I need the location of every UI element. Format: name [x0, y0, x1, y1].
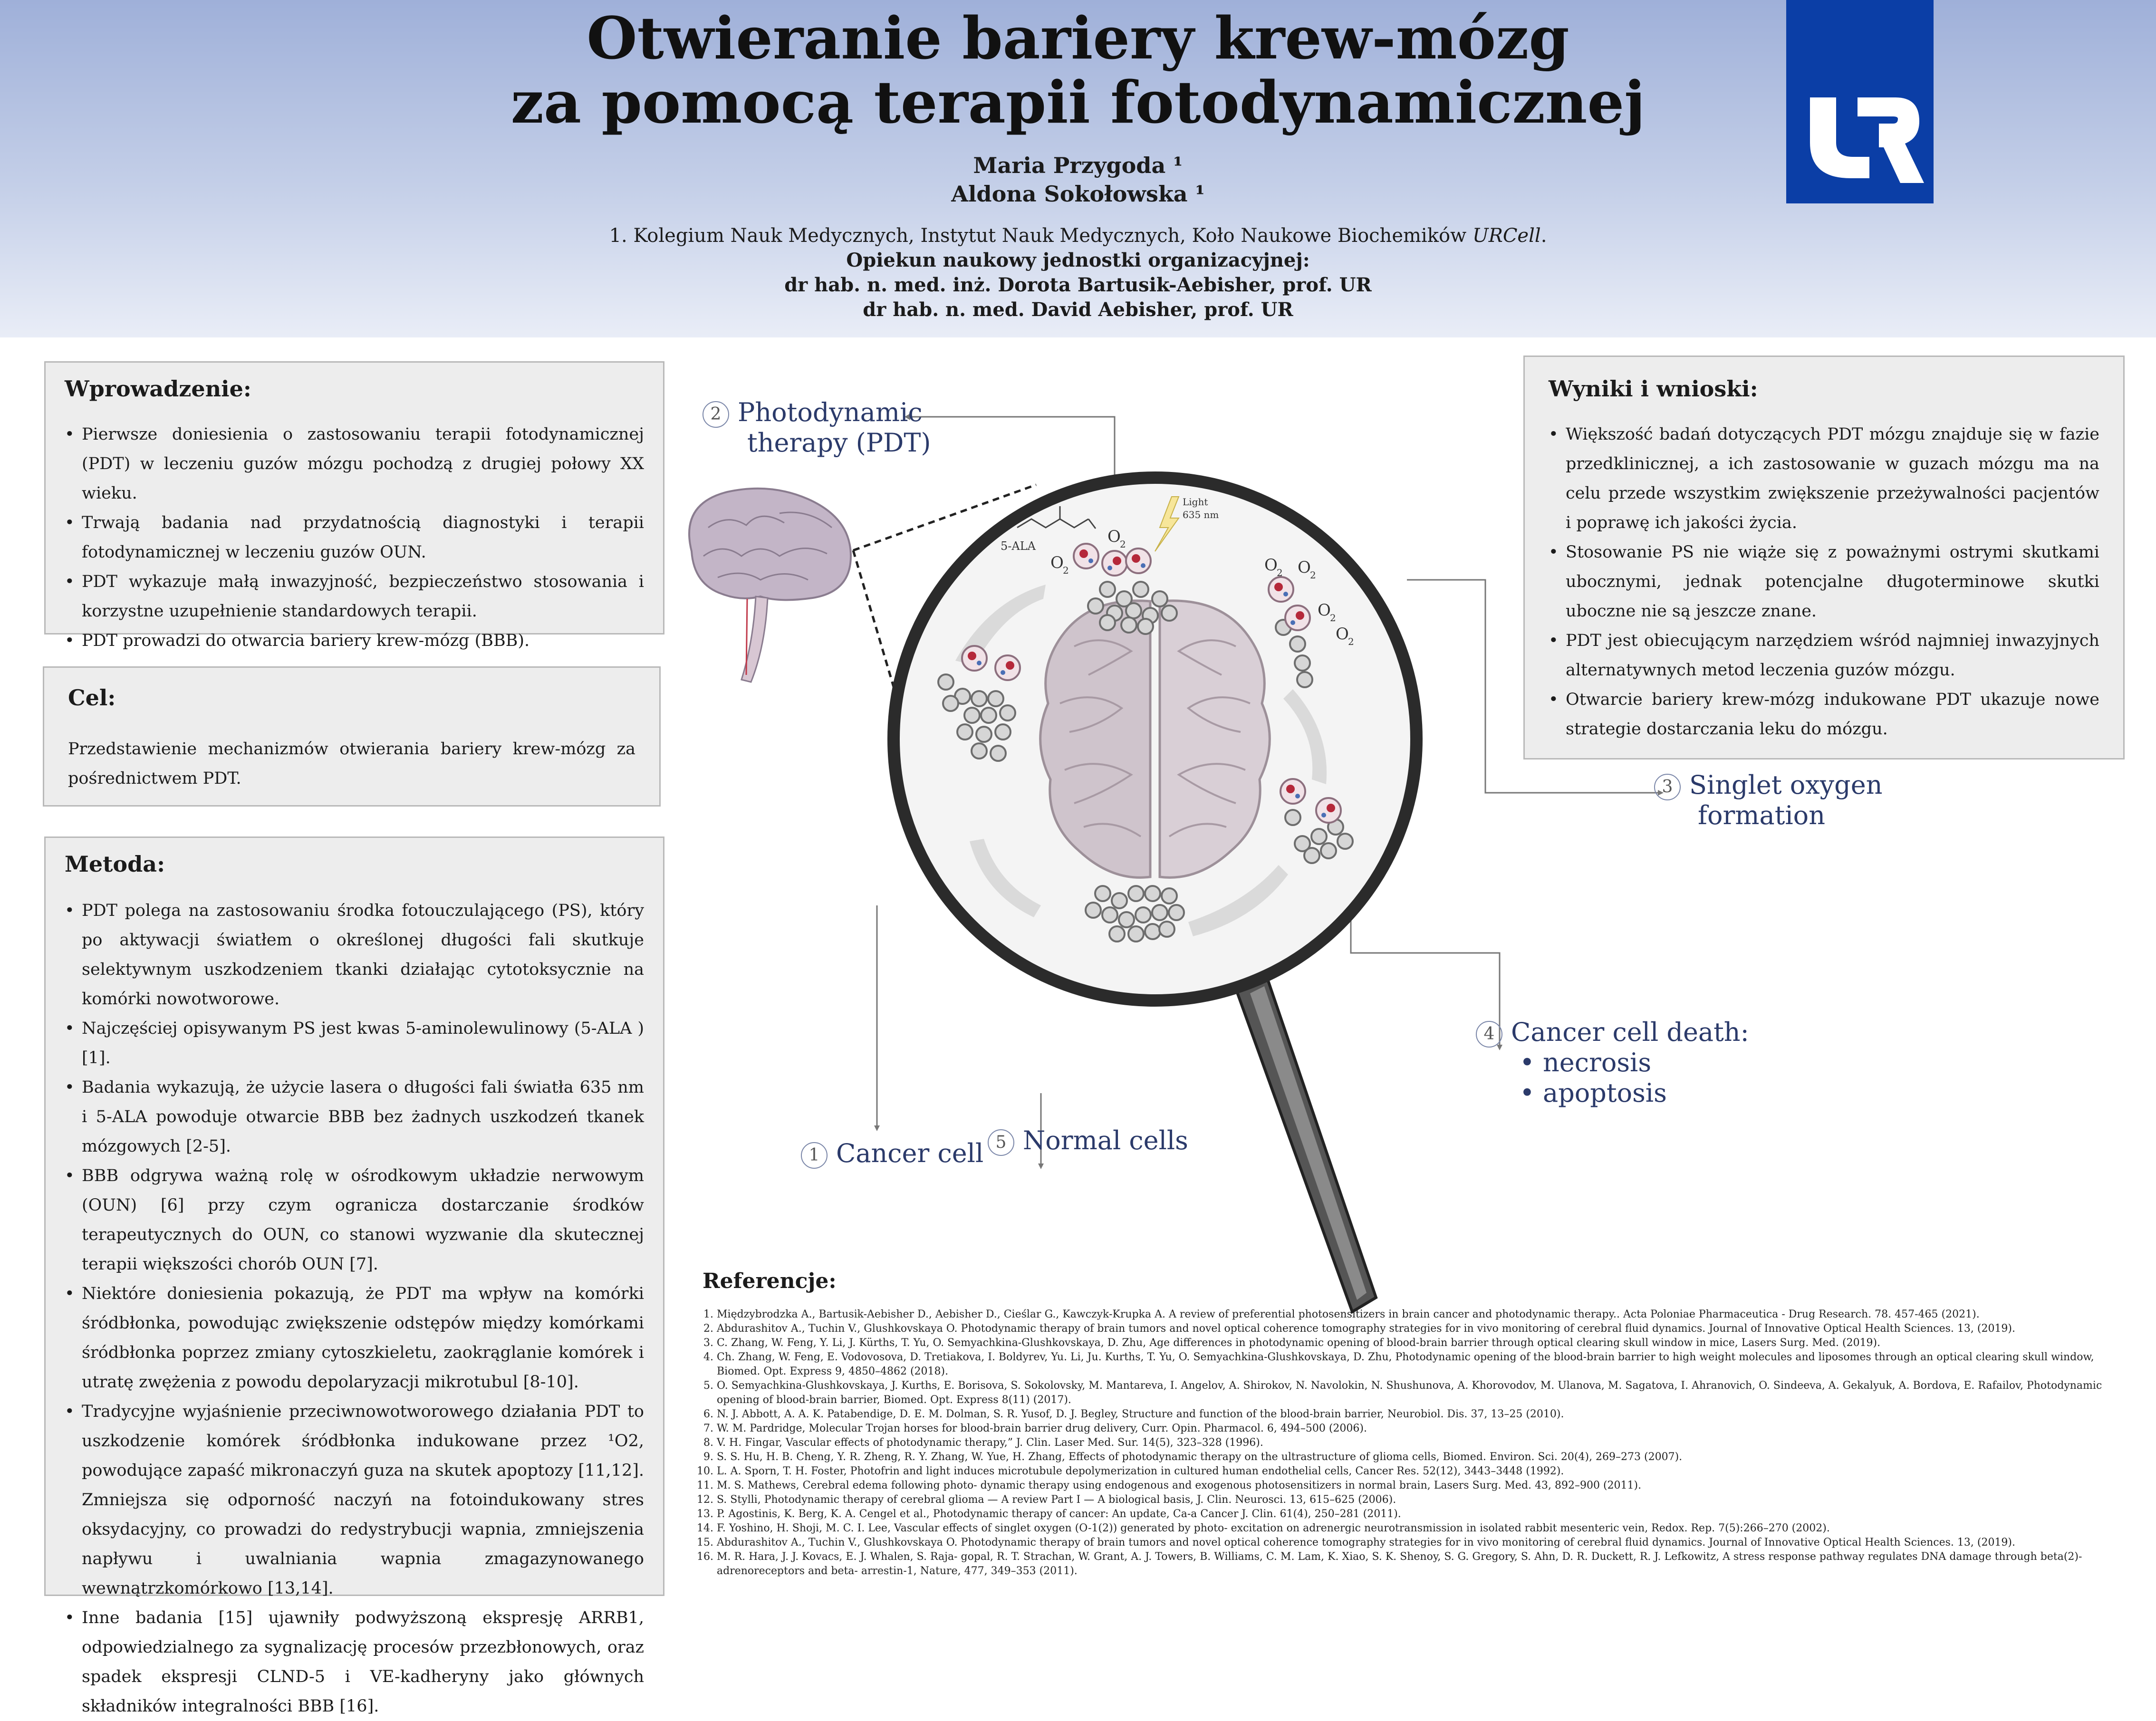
reference-item: 13. P. Agostinis, K. Berg, K. A. Cengel et al., Photodynamic therapy of cancer: An update, Ca-a Cancer J. Clin. 61(4), 250–281 (2011). [717, 1507, 2133, 1521]
references-list [703, 1308, 2133, 1578]
method-item: • Inne badania [15] ujawniły podwyższoną ekspresję ARRB1, odpowiedzialnego za sygnalizację procesów przezbłonowych, oraz spadek ekspresji CLND-5 i VE-kadheryny jako głównych składników integralności BBB [16]. [65, 1603, 644, 1721]
label-singlet-line2: formation [1698, 800, 1825, 830]
reference-item: 14. F. Yoshino, H. Shoji, M. C. I. Lee, Vascular effects of singlet oxygen (O-1(2)) generated by photo- excitation on adrenergic neurotransmission in isolated rabbit mesenteric vein, Redox. Rep. 7(5):266–270 (2002). [717, 1521, 2133, 1536]
ala-label: 5-ALA [1001, 539, 1036, 553]
oxygen-label: O [1298, 558, 1311, 577]
label-number: 2 [703, 401, 729, 428]
label-cancer-death: 4 Cancer cell death: • necrosis • apoptosis [1476, 1017, 1749, 1108]
supervisor-label: Opiekun naukowy jednostki organizacyjnej: [846, 249, 1310, 271]
light-wavelength: 635 nm [1183, 509, 1219, 520]
label-number: 1 [801, 1142, 828, 1169]
method-item: • BBB odgrywa ważną rolę w ośrodkowym układzie nerwowym (OUN) [6] przy czym ogranicza dostarczanie środków terapeutycznych do OUN, co stanowi wyzwanie dla skutecznej terapii większości chorób OUN [7]. [65, 1161, 644, 1279]
label-normal-cells-text: Normal cells [1023, 1125, 1188, 1155]
affiliation-text: 1. Kolegium Nauk Medycznych, Instytut Nauk Medycznych, Koło Naukowe Biochemików [609, 225, 1473, 247]
oxygen-sub: 2 [1277, 567, 1283, 578]
reference-item: 10. L. A. Sporn, T. H. Foster, Photofrin and light induces microtubule depolymerization in cultured human endothelial cells, Cancer Res. 52(12), 3443–3448 (1992). [717, 1464, 2133, 1479]
reference-item: 5. O. Semyachkina-Glushkovskaya, J. Kurths, E. Borisova, S. Sokolovsky, M. Mantareva, I. Angelov, A. Shirokov, N. Navolokin, N. Shushunova, A. Khorovodov, M. Ulanova, M. Sagatova, I. Ahranovich, O. Sindeeva, A. Gekalyuk, A. Bordova, E. Rafailov, Photodynamic opening of blood-brain barrier, Biomed. Opt. Express 8(11) (2017). [717, 1379, 2133, 1407]
method-item: • Niektóre doniesienia pokazują, że PDT ma wpływ na komórki śródbłonka, powodując zwiększenie odstępów między komórkami śródbłonka poprzez zmiany cytoszkieletu, zaokrąglanie komórek i utratę zwężenia z powodu depolaryzacji mikrotubul [8-10]. [65, 1279, 644, 1397]
method-item: • Najczęściej opisywanym PS jest kwas 5-aminolewulinowy (5-ALA )[1]. [65, 1014, 644, 1073]
oxygen-sub: 2 [1120, 538, 1126, 550]
oxygen-label: O [1264, 556, 1278, 575]
references [703, 1269, 2133, 1578]
reference-item: 15. Abdurashitov A., Tuchin V., Glushkovskaya O. Photodynamic therapy of brain tumors and novel optical coherence tomography strategies for in vivo monitoring of cerebral fluid dynamics. Journal of Innovative Optical Health Sciences. 13, (2019). [717, 1536, 2133, 1550]
brain-side-icon [689, 489, 851, 682]
magnifier-handle [1236, 970, 1376, 1312]
oxygen-sub: 2 [1348, 636, 1354, 647]
intro-item: • Pierwsze doniesienia o zastosowaniu terapii fotodynamicznej (PDT) w leczeniu guzów mózgu pochodzą z drugiej połowy XX wieku. [65, 420, 644, 508]
affiliation-club: URCell [1472, 225, 1541, 247]
intro-heading: Wprowadzenie: [65, 376, 251, 402]
reference-item: 3. C. Zhang, W. Feng, Y. Li, J. Kürths, T. Yu, O. Semyachkina-Glushkovskaya, D. Zhu, Age differences in photodynamic opening of blood-brain barrier through optical clearing skull window in mice, Lasers Surg. Med. (2019). [717, 1336, 2133, 1350]
label-pdt-line2: therapy (PDT) [747, 428, 931, 458]
oxygen-label: O [1050, 553, 1064, 572]
results-item: • Stosowanie PS nie wiąże się z poważnymi ostrymi skutkami ubocznymi, jednak potencjalne długoterminowe skutki uboczne nie są jeszcze znane. [1549, 538, 2099, 626]
affiliation-suffix: . [1540, 225, 1547, 247]
reference-item: 1. Międzybrodzka A., Bartusik-Aebisher D., Aebisher D., Cieślar G., Kawczyk-Krupka A. A review of preferential photosensitizers in brain cancer and photodynamic therapy.. Acta Poloniae Pharmaceutica - Drug Research. 78. 457-465 (2021). [717, 1308, 2133, 1322]
supervisor-1: dr hab. n. med. inż. Dorota Bartusik-Aebisher, prof. UR [784, 274, 1372, 296]
aim-text: Przedstawienie mechanizmów otwierania bariery krew-mózg za pośrednictwem PDT. [68, 740, 635, 788]
reference-item: 2. Abdurashitov A., Tuchin V., Glushkovskaya O. Photodynamic therapy of brain tumors and novel optical coherence tomography strategies for in vivo monitoring of cerebral fluid dynamics. Journal of Innovative Optical Health Sciences. 13, (2019). [717, 1322, 2133, 1336]
label-singlet-line1: Singlet oxygen [1689, 770, 1883, 800]
label-cancer-cell-text: Cancer cell [836, 1138, 984, 1168]
oxygen-label: O [1336, 625, 1349, 644]
label-number: 5 [988, 1129, 1014, 1156]
method-item: • Badania wykazują, że użycie lasera o długości fali światła 635 nm i 5-ALA powoduje otwarcie BBB bez żadnych uszkodzeń tkanek mózgowych [2-5]. [65, 1073, 644, 1161]
method-item: • PDT polega na zastosowaniu środka fotouczulającego (PS), który po aktywacji światłem o określonej długości fali skutkuje selektywnym uszkodzeniem tkanki działając cytotoksycznie na komórki nowotworowe. [65, 896, 644, 1014]
poster-title-line2: za pomocą terapii fotodynamicznej [510, 68, 1646, 136]
oxygen-label: O [1107, 527, 1121, 546]
label-number: 3 [1654, 774, 1681, 800]
label-normal-cells [988, 1125, 1188, 1156]
aim-heading: Cel: [68, 685, 116, 711]
oxygen-label: O [1318, 601, 1331, 620]
supervisor-2: dr hab. n. med. David Aebisher, prof. UR [863, 298, 1293, 321]
author-1: Maria Przygoda ¹ [973, 153, 1183, 178]
poster-title-line1: Otwieranie bariery krew-mózg [587, 4, 1569, 72]
oxygen-sub: 2 [1063, 565, 1069, 576]
label-apoptosis: apoptosis [1543, 1078, 1667, 1108]
reference-item: 16. M. R. Hara, J. J. Kovacs, E. J. Whalen, S. Raja- gopal, R. T. Strachan, W. Grant, A. J. Towers, B. Williams, C. M. Lam, K. Xiao, S. K. Shenoy, S. G. Gregory, S. Ahn, D. R. Duckett, R. J. Lefkowitz, A stress response pathway regulates DNA damage through beta(2)-adrenoreceptors and beta- arrestin-1, Nature, 477, 349–353 (2011). [717, 1550, 2133, 1578]
label-pdt [703, 397, 931, 458]
label-pdt-line1: Photodynamic [738, 397, 923, 427]
method-heading: Metoda: [65, 851, 165, 877]
intro-item: • Trwają badania nad przydatnością diagnostyki i terapii fotodynamicznej w leczeniu guzów OUN. [65, 508, 644, 567]
reference-item: 6. N. J. Abbott, A. A. K. Patabendige, D. E. M. Dolman, S. R. Yusof, D. J. Begley, Structure and function of the blood-brain barrier, Neurobiol. Dis. 37, 13–25 (2010). [717, 1407, 2133, 1422]
reference-item: 4. Ch. Zhang, W. Feng, E. Vodovosova, D. Tretiakova, I. Boldyrev, Yu. Li, Ju. Kurths, T. Yu, O. Semyachkina-Glushkovskaya, D. Zhu, Photodynamic opening of the blood-brain barrier to high weight molecules and liposomes through an optical clearing skull window, Biomed. Opt. Express 9, 4850–4862 (2018). [717, 1350, 2133, 1379]
label-death-title: Cancer cell death: [1511, 1017, 1749, 1047]
light-label: Light [1183, 496, 1208, 508]
method-item: • Tradycyjne wyjaśnienie przeciwnowotworowego działania PDT to uszkodzenie komórek śródbłonka indukowane przez ¹O2, powodujące zapaść mikronaczyń guza na skutek apoptozy [11,12]. Zmniejsza się odporność naczyń na fotoindukowany stres oksydacyjny, co prowadzi do redystrybucji wapnia, zmniejszenia napływu i uwalniania wapnia zmagazynowanego wewnątrzkomórkowo [13,14]. [65, 1397, 644, 1603]
label-number: 4 [1476, 1021, 1502, 1048]
results-item: • Otwarcie bariery krew-mózg indukowane PDT ukazuje nowe strategie dostarczania leku do mózgu. [1549, 685, 2099, 744]
results-item: • PDT jest obiecującym narzędziem wśród najmniej inwazyjnych alternatywnych metod leczenia guzów mózgu. [1549, 626, 2099, 685]
reference-item: 8. V. H. Fingar, Vascular effects of photodynamic therapy,” J. Clin. Laser Med. Sur. 14(5), 323–328 (1996). [717, 1436, 2133, 1450]
author-2: Aldona Sokołowska ¹ [951, 181, 1205, 207]
reference-item: 7. W. M. Pardridge, Molecular Trojan horses for blood-brain barrier drug delivery, Curr. Opin. Pharmacol. 6, 494–500 (2006). [717, 1422, 2133, 1436]
label-necrosis: necrosis [1543, 1048, 1652, 1077]
label-singlet-oxygen [1654, 770, 1882, 831]
references-heading: Referencje: [703, 1269, 837, 1293]
reference-item: 11. M. S. Mathews, Cerebral edema following photo- dynamic therapy using endogenous and exogenous photosensitizers in normal brain, Lasers Surg. Med. 43, 892–900 (2011). [717, 1479, 2133, 1493]
reference-item: 9. S. S. Hu, H. B. Cheng, Y. R. Zheng, R. Y. Zhang, W. Yue, H. Zhang, Effects of photodynamic therapy on the ultrastructure of glioma cells, Biomed. Environ. Sci. 20(4), 269–273 (2007). [717, 1450, 2133, 1464]
oxygen-sub: 2 [1330, 612, 1336, 624]
intro-item: • PDT wykazuje małą inwazyjność, bezpieczeństwo stosowania i korzystne uzupełnienie standardowych terapii. [65, 567, 644, 626]
results-heading: Wyniki i wnioski: [1549, 376, 1758, 402]
intro-item: • PDT prowadzi do otwarcia bariery krew-mózg (BBB). [65, 626, 644, 655]
results-item: • Większość badań dotyczących PDT mózgu znajduje się w fazie przedklinicznej, a ich zastosowanie w guzach mózgu ma na celu przede wszystkim zwiększenie przeżywalności pacjentów i poprawę ich jakości życia. [1549, 420, 2099, 538]
label-cancer-cell [801, 1138, 983, 1169]
reference-item: 12. S. Stylli, Photodynamic therapy of cerebral glioma — A review Part I — A biological basis, J. Clin. Neurosci. 13, 615–625 (2006). [717, 1493, 2133, 1507]
oxygen-sub: 2 [1310, 569, 1316, 581]
